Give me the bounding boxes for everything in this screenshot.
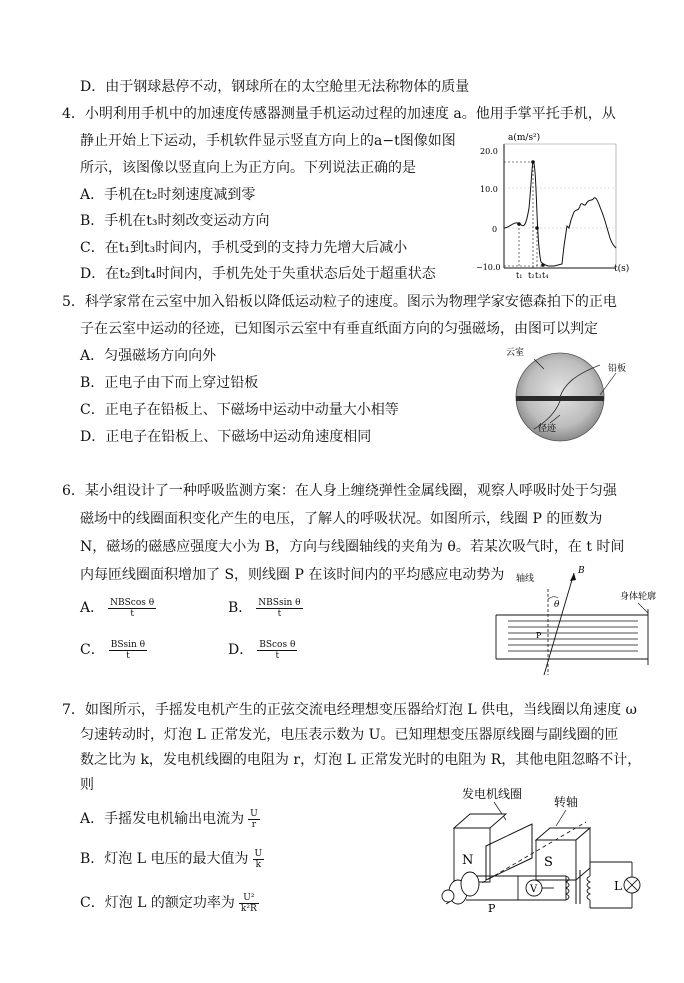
fraction-denominator: t — [275, 650, 280, 661]
q7-option-c — [80, 890, 259, 916]
magnet-s-label: S — [544, 855, 553, 870]
graph-t4: t₄ — [542, 271, 549, 278]
track-label: 径迹 — [538, 424, 557, 434]
option-letter: B． — [228, 600, 253, 616]
q6-stem-line2: 磁场中的线圈面积变化产生的电压，了解人的呼吸状况。如图所示，线圈 P 的匝数为 — [80, 511, 603, 527]
lamp-l-label: L — [614, 879, 622, 893]
body-outline-label: 身体轮廓 — [620, 592, 657, 602]
q5-cloud-chamber-figure — [504, 345, 644, 445]
q4-option-b: B．手机在t₃时刻改变运动方向 — [80, 213, 270, 229]
graph-t2: t₂ — [528, 271, 535, 278]
option-text: A．手摇发电机输出电流为 — [80, 811, 245, 827]
graph-xlabel: t(s) — [614, 264, 630, 274]
fraction-numerator: BScos θ — [259, 639, 296, 650]
fraction-denominator: r — [251, 819, 257, 830]
q6-option-d — [228, 638, 297, 662]
q7-stem-line2: 匀速转动时，灯泡 L 正常发光，电压表示数为 U。已知理想变压器原线圈与副线圈的匝 — [80, 727, 619, 743]
point-p-label: P — [488, 902, 496, 914]
option-letter: C． — [80, 642, 105, 658]
fraction-numerator: NBSsin θ — [258, 597, 301, 608]
fraction-numerator: U — [254, 848, 263, 859]
q4-stem-line2: 静止开始上下运动，手机软件显示竖直方向上的a−t图像如图 — [80, 133, 456, 149]
fraction-numerator: U — [250, 808, 258, 819]
q7-stem-line3: 数之比为 k，发电机线圈的电阻为 r，灯泡 L 正常发光时的电阻为 R，其他电阻忽略不计， — [80, 752, 642, 768]
q3-option-d: D．由于钢球悬停不动，钢球所在的太空舱里无法称物体的质量 — [80, 79, 470, 95]
graph-tick-0: 0 — [492, 225, 498, 234]
cloud-chamber-label: 云室 — [506, 348, 525, 358]
q6-stem-line1: 6．某小组设计了一种呼吸监测方案：在人身上缠绕弹性金属线圈，观察人呼吸时处于匀强 — [62, 483, 617, 499]
q5-option-d: D．正电子在铅板上、下磁场中运动角速度相同 — [80, 429, 372, 445]
fraction-numerator: NBScos θ — [110, 597, 155, 608]
q6-stem-line4: 内每匝线圈面积增加了 S，则线圈 P 在该时间内的平均感应电动势为 — [80, 567, 505, 583]
fraction-numerator: BSsin θ — [110, 639, 146, 650]
fraction-denominator: k²R — [240, 903, 257, 914]
q6-coil-figure — [488, 565, 668, 683]
coil-p-label: P — [536, 631, 542, 640]
q6-stem-line3: N，磁场的磁感应强度大小为 B，方向与线圈轴线的夹角为 θ。若某次吸气时，在 t 时间 — [80, 539, 625, 555]
graph-curve — [504, 162, 616, 266]
generator-coil-label: 发电机线圈 — [462, 787, 523, 801]
q7-stem-line4: 则 — [80, 777, 94, 793]
q5-option-b: B．正电子由下而上穿过铅板 — [80, 375, 259, 391]
option-text: C．灯泡 L 的额定功率为 — [80, 895, 235, 911]
q4-stem-line1: 4．小明利用手机中的加速度传感器测量手机运动过程的加速度 a。他用手掌平托手机，从 — [62, 106, 616, 122]
lead-plate-label: 铅板 — [608, 364, 627, 374]
fraction-denominator: t — [130, 608, 134, 619]
q4-option-c: C．在t₁到t₃时间内，手机受到的支持力先增大后减小 — [80, 240, 408, 256]
field-b-label: B — [578, 566, 585, 576]
voltmeter-label: V — [530, 884, 538, 895]
q4-acceleration-graph — [474, 128, 646, 278]
graph-tick-20: 20.0 — [480, 147, 498, 156]
graph-ylabel: a(m/s²) — [508, 133, 541, 143]
shaft-label: 转轴 — [554, 795, 579, 809]
q7-option-b — [80, 846, 264, 872]
graph-t1: t₁ — [516, 271, 523, 278]
magnet-n-label: N — [462, 853, 474, 868]
option-letter: A． — [80, 600, 105, 616]
q5-option-c: C．正电子在铅板上、下磁场中运动中动量大小相等 — [80, 402, 399, 418]
graph-tick-10: 10.0 — [480, 185, 498, 194]
option-text: B．灯泡 L 电压的最大值为 — [80, 851, 249, 867]
q5-stem-line1: 5．科学家常在云室中加入铅板以降低运动粒子的速度。图示为物理学家安德森拍下的正电 — [62, 294, 617, 310]
option-letter: D． — [228, 642, 254, 658]
q7-generator-figure — [436, 784, 676, 914]
q7-stem-line1: 7．如图所示，手摇发电机产生的正弦交流电经理想变压器给灯泡 L 供电，当线圈以角速度 ω — [62, 702, 637, 718]
fraction-denominator: t — [126, 650, 130, 661]
q4-option-a: A．手机在t₂时刻速度减到零 — [80, 187, 256, 203]
graph-tick-neg10: −10.0 — [476, 263, 501, 272]
q4-option-d: D．在t₂到t₄时间内，手机先处于失重状态后处于超重状态 — [80, 266, 436, 282]
fraction-denominator: k — [255, 859, 262, 870]
fraction-numerator: U² — [239, 893, 259, 904]
axis-label: 轴线 — [516, 574, 535, 584]
q6-option-a — [80, 596, 156, 620]
q7-option-a — [80, 806, 260, 832]
q6-option-b — [228, 596, 303, 620]
graph-t3: t₃ — [535, 271, 542, 278]
q5-option-a: A．匀强磁场方向向外 — [80, 348, 217, 364]
theta-label: θ — [554, 600, 560, 610]
fraction-denominator: t — [277, 608, 282, 619]
q4-stem-line3: 所示，该图像以竖直向上为正方向。下列说法正确的是 — [80, 160, 416, 176]
q5-stem-line2: 子在云室中运动的径迹，已知图示云室中有垂直纸面方向的匀强磁场，由图可以判定 — [80, 321, 598, 337]
q6-option-c — [80, 638, 147, 662]
